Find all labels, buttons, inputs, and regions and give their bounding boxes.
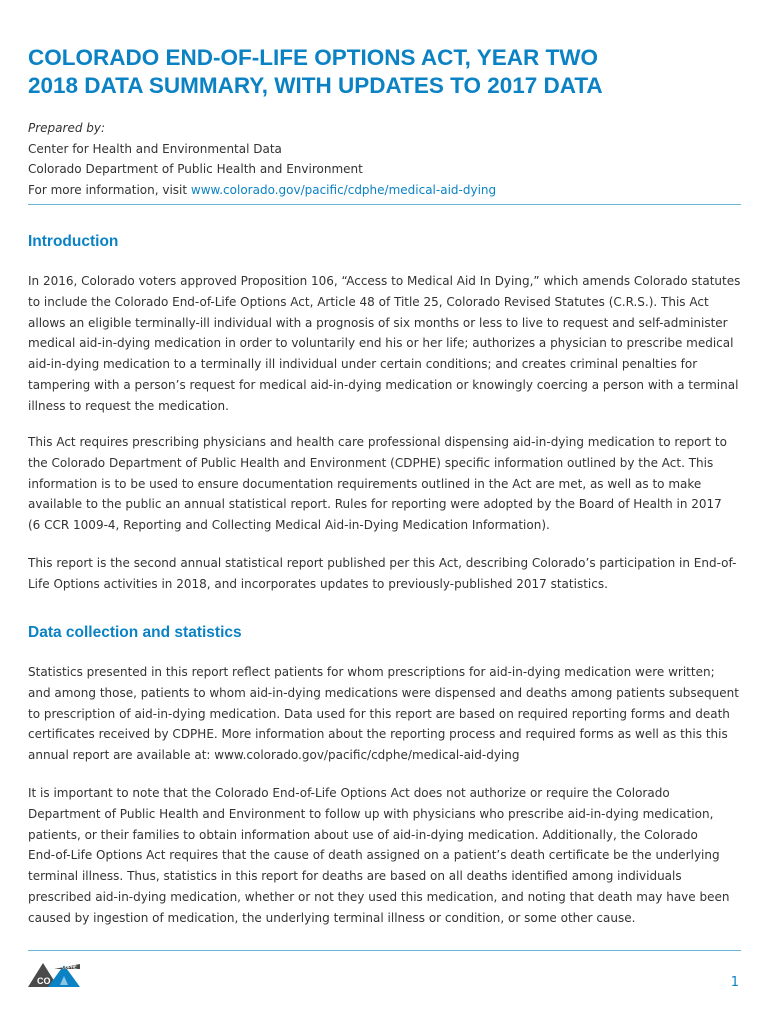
intro-paragraph-2 <box>28 432 750 536</box>
paragraph-line: This Act requires prescribing physicians and health care professional dispensing aid-in-dying medication to report to <box>28 435 727 449</box>
prepared-by-org: Center for Health and Environmental Data <box>28 141 282 156</box>
paragraph-line: End-of-Life Options Act requires that the cause of death assigned on a patient’s death certificate be the underlying <box>28 848 720 863</box>
paragraph-line: caused by ingestion of medication, the underlying terminal illness or condition, or some other cause. <box>28 910 636 925</box>
title-line-1: COLORADO END-OF-LIFE OPTIONS ACT, YEAR TWO <box>28 45 598 70</box>
paragraph-line: available to the public an annual statistical report. Rules for reporting were adopted by the Board of Health in 2017 <box>28 497 722 512</box>
more-info-link[interactable]: www.colorado.gov/pacific/cdphe/medical-aid-dying <box>190 182 497 197</box>
data-paragraph-1 <box>28 662 750 766</box>
paragraph-line: to include the Colorado End-of-Life Options Act, Article 48 of Title 25, Colorado Revised Statutes (C.R.S.). This Act <box>28 294 709 309</box>
paragraph-line: illness to request the medication. <box>28 398 229 413</box>
document-title <box>28 44 748 100</box>
data-paragraph-2 <box>28 783 750 929</box>
paragraph-line: tampering with a person’s request for medical aid-in-dying medication or knowingly coercing a person with a terminal <box>28 377 739 392</box>
paragraph-line: medical aid-in-dying medication in order to voluntarily end his or her life; authorizes a physician to prescribe medical <box>28 336 734 351</box>
paragraph-line: certificates received by CDPHE. More information about the reporting process and required forms as well as this this <box>28 727 728 742</box>
paragraph-line: (6 CCR 1009-4, Reporting and Collecting Medical Aid-in-Dying Medication Information). <box>28 518 550 533</box>
intro-paragraph-1 <box>28 271 750 417</box>
more-info-line <box>28 180 743 201</box>
paragraph-line: annual report are available at: www.colorado.gov/pacific/cdphe/medical-aid-dying <box>28 748 520 763</box>
logo-text-cdphe: CDPHE <box>62 964 77 970</box>
paragraph-line: to prescription of aid-in-dying medication. Data used for this report are based on required reporting forms and death <box>28 706 730 721</box>
page-number: 1 <box>730 975 739 990</box>
paragraph-line: In 2016, Colorado voters approved Proposition 106, “Access to Medical Aid In Dying,” which amends Colorado statutes <box>28 274 741 288</box>
paragraph-line: aid-in-dying medication to a terminally ill individual under certain conditions; and creates criminal penalties for <box>28 357 698 372</box>
paragraph-line: and among those, patients to whom aid-in-dying medications were dispensed and deaths among patients subsequent <box>28 685 739 700</box>
prepared-by-block <box>28 118 743 200</box>
footer-divider <box>28 950 741 951</box>
intro-paragraph-3 <box>28 553 750 595</box>
paragraph-line: prescribed aid-in-dying medication, whether or not they used this medication, and noting that death may have been <box>28 889 730 904</box>
paragraph-line: allows an eligible terminally-ill individual with a prognosis of six months or less to live to request and self-administer <box>28 315 728 330</box>
prepared-by-department: Colorado Department of Public Health and Environment <box>28 162 363 176</box>
paragraph-line: Statistics presented in this report reflect patients for whom prescriptions for aid-in-dying medication were written; <box>28 665 715 679</box>
paragraph-line: Department of Public Health and Environment to follow up with physicians who prescribe aid-in-dying medication, <box>28 806 714 821</box>
logo-text-co: CO <box>37 976 51 986</box>
introduction-heading: Introduction <box>28 233 119 250</box>
prepared-by-label: Prepared by: <box>28 121 106 135</box>
paragraph-line: information is to be used to ensure documentation requirements outlined in the Act are met, as well as to make <box>28 476 702 491</box>
header-divider <box>28 204 741 205</box>
paragraph-line: the Colorado Department of Public Health and Environment (CDPHE) specific information outlined by the Act. This <box>28 455 714 470</box>
more-info-prefix: For more information, visit <box>28 182 191 197</box>
paragraph-line: Life Options activities in 2018, and incorporates updates to previously-published 2017 statistics. <box>28 576 608 591</box>
title-line-2: 2018 DATA SUMMARY, WITH UPDATES TO 2017 DATA <box>28 73 603 98</box>
paragraph-line: patients, or their families to obtain information about use of aid-in-dying medication. Additionally, the Colorado <box>28 827 698 842</box>
data-collection-heading: Data collection and statistics <box>28 624 242 641</box>
cdphe-co-logo-icon <box>28 960 80 988</box>
paragraph-line: It is important to note that the Colorado End-of-Life Options Act does not authorize or require the Colorado <box>28 786 670 800</box>
paragraph-line: This report is the second annual statistical report published per this Act, describing Colorado’s participation in End-of- <box>28 556 737 570</box>
paragraph-line: terminal illness. Thus, statistics in this report for deaths are based on all deaths identified among individuals <box>28 869 682 884</box>
